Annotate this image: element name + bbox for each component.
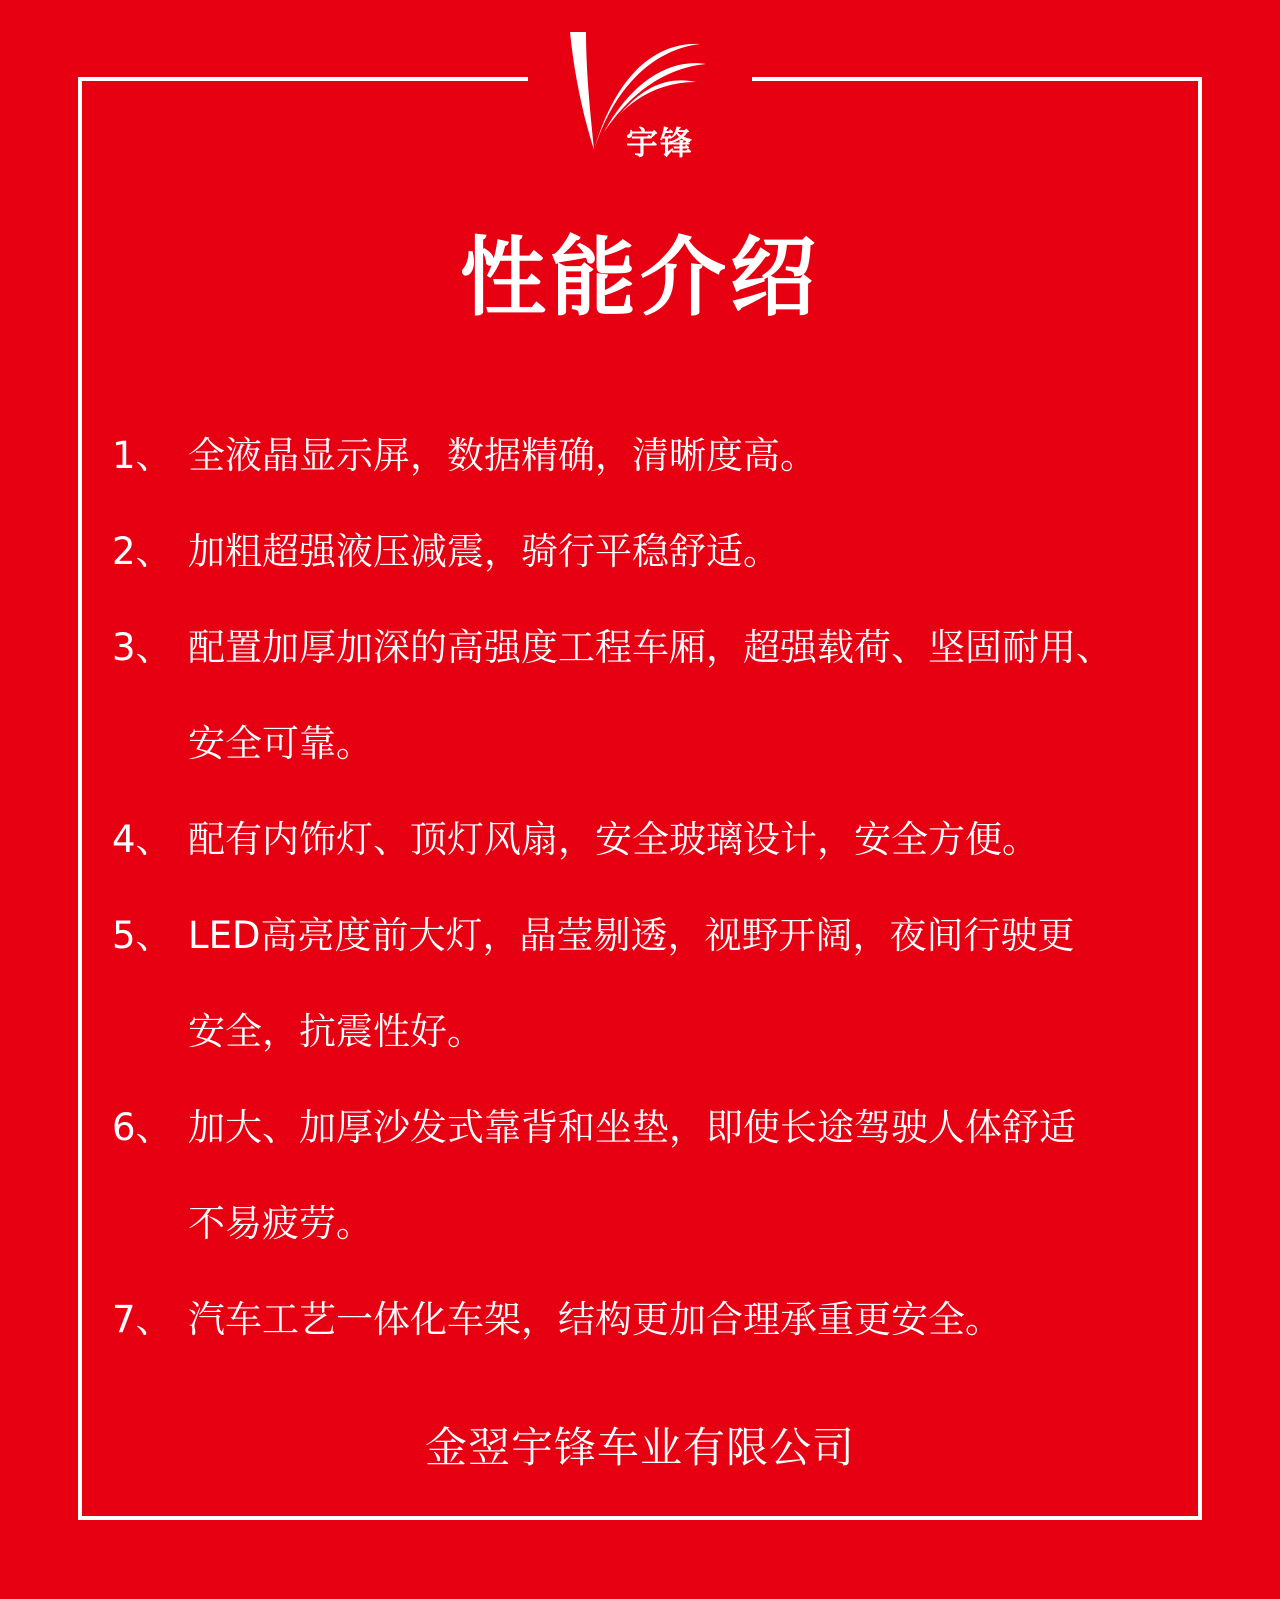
feature-text-line: 不易疲劳。 xyxy=(188,1202,373,1245)
feature-number: 4、 xyxy=(112,818,173,861)
feature-text-line: LED高亮度前大灯，晶莹剔透，视野开阔，夜间行驶更 xyxy=(188,914,1075,957)
feature-text-line: 配有内饰灯、顶灯风扇，安全玻璃设计，安全方便。 xyxy=(188,818,1039,861)
feature-number: 5、 xyxy=(112,914,173,957)
feature-number: 7、 xyxy=(112,1298,173,1341)
feature-text-line: 配置加厚加深的高强度工程车厢，超强载荷、坚固耐用、 xyxy=(188,626,1113,669)
feature-number: 1、 xyxy=(112,434,173,477)
feature-text-line: 加大、加厚沙发式靠背和坐垫，即使长途驾驶人体舒适 xyxy=(188,1106,1076,1149)
company-name: 金翌宇锋车业有限公司 xyxy=(424,1423,855,1472)
feature-text-line: 安全可靠。 xyxy=(188,722,373,765)
brand-logo-text: 宇锋 xyxy=(626,124,695,162)
feature-text-line: 加粗超强液压减震，骑行平稳舒适。 xyxy=(188,530,780,573)
feature-item xyxy=(112,1080,1192,1272)
feature-item xyxy=(112,600,1192,792)
feature-item xyxy=(112,792,1192,888)
feature-text-line: 全液晶显示屏，数据精确，清晰度高。 xyxy=(188,434,817,477)
page-title: 性能介绍 xyxy=(460,228,820,328)
feature-number: 2、 xyxy=(112,530,173,573)
brand-logo xyxy=(560,22,720,172)
feature-list xyxy=(112,408,1192,1368)
feature-item xyxy=(112,408,1192,504)
feature-item xyxy=(112,1272,1192,1368)
feature-item xyxy=(112,504,1192,600)
frame-bottom xyxy=(78,1516,1202,1520)
feature-number: 3、 xyxy=(112,626,173,669)
feature-text-line: 安全，抗震性好。 xyxy=(188,1010,484,1053)
frame-top-right xyxy=(752,77,1202,81)
feature-text-line: 汽车工艺一体化车架，结构更加合理承重更安全。 xyxy=(188,1298,1002,1341)
feature-number: 6、 xyxy=(112,1106,173,1149)
frame-top-left xyxy=(78,77,528,81)
feature-item xyxy=(112,888,1192,1080)
